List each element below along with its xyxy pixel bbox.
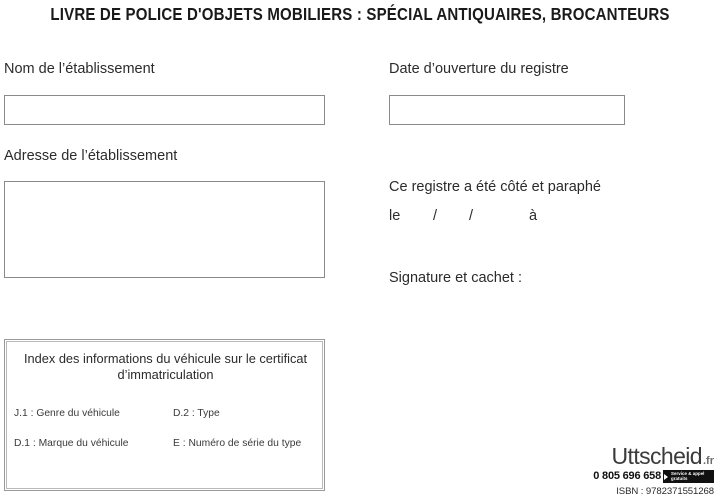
publisher-phone-number: 0 805 696 658 [593, 470, 661, 482]
register-open-date-input[interactable] [389, 95, 625, 125]
index-entry-d1: D.1 : Marque du véhicule [14, 438, 129, 449]
date-line-at: à [529, 208, 538, 224]
date-line-separator-1: / [433, 208, 438, 224]
vehicle-index-box [4, 339, 325, 491]
signature-and-stamp-label: Signature et cachet : [389, 270, 522, 286]
index-entry-d2: D.2 : Type [173, 408, 220, 419]
call-cost-badge-line-1: Service & appel [671, 471, 705, 476]
publisher-name: Uttscheid [611, 443, 702, 469]
establishment-address-input[interactable] [4, 181, 325, 278]
establishment-name-input[interactable] [4, 95, 325, 125]
publisher-block [588, 445, 714, 497]
establishment-name-label: Nom de l’établissement [4, 61, 155, 77]
register-open-date-label: Date d’ouverture du registre [389, 61, 569, 77]
index-entry-e: E : Numéro de série du type [173, 438, 302, 449]
publisher-logo [588, 445, 714, 468]
certification-statement: Ce registre a été côté et paraphé [389, 179, 601, 195]
arrow-right-icon [664, 474, 668, 480]
call-cost-badge [663, 470, 714, 483]
vehicle-index-title: Index des informations du véhicule sur le certificat d’immatriculation [23, 351, 308, 382]
publisher-contact-row [588, 470, 714, 483]
call-cost-badge-line-2: gratuits [671, 476, 688, 482]
isbn-text: ISBN : 9782371551268 [616, 486, 714, 497]
index-entry-j1: J.1 : Genre du véhicule [14, 408, 120, 419]
page-title: LIVRE DE POLICE D'OBJETS MOBILIERS : SPÉCIAL ANTIQUAIRES, BROCANTEURS [50, 4, 670, 24]
date-line-separator-2: / [469, 208, 474, 224]
certification-date-line[interactable] [389, 208, 537, 224]
publisher-tld: .fr [703, 455, 714, 467]
date-line-prefix: le [389, 208, 401, 224]
establishment-address-label: Adresse de l’établissement [4, 148, 178, 164]
